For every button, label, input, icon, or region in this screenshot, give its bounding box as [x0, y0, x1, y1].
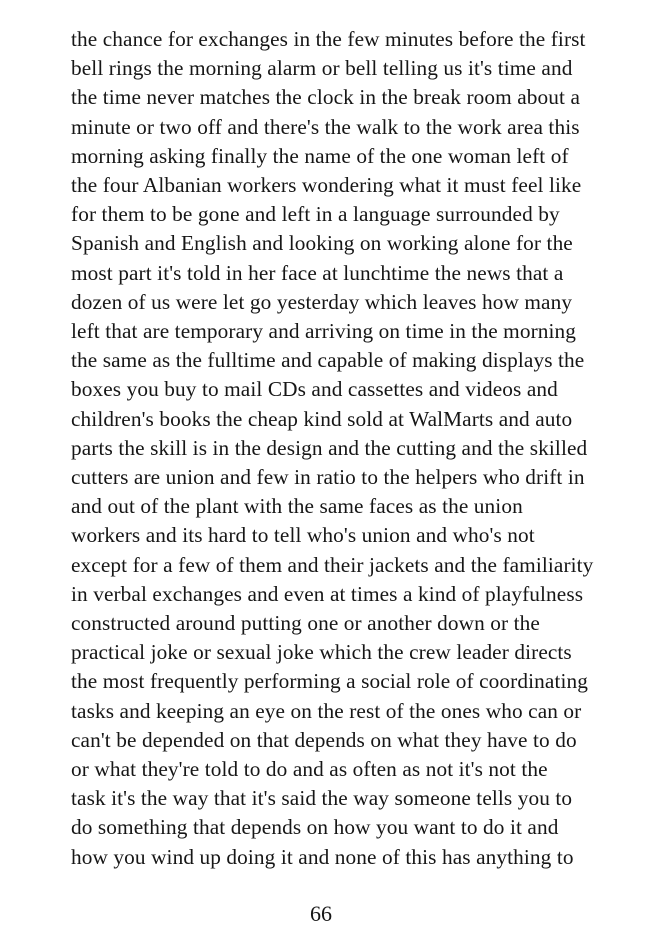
- text-line: tasks and keeping an eye on the rest of the ones who can or: [71, 698, 582, 723]
- text-line: the most frequently performing a social role of coordinating: [71, 669, 588, 694]
- text-line: morning asking finally the name of the one woman left of: [71, 143, 569, 168]
- text-line: in verbal exchanges and even at times a kind of playfulness: [71, 581, 584, 606]
- text-line: most part it's told in her face at lunchtime the news that a: [71, 260, 564, 285]
- text-line: the same as the fulltime and capable of making displays the: [71, 348, 585, 373]
- text-line: Spanish and English and looking on working alone for the: [71, 231, 573, 256]
- text-line: except for a few of them and their jackets and the familiarity: [71, 552, 594, 577]
- text-line: how you wind up doing it and none of this has anything to: [71, 844, 574, 869]
- text-line: workers and its hard to tell who's union and who's not: [71, 523, 535, 548]
- text-line: can't be depended on that depends on what they have to do: [71, 727, 577, 752]
- text-line: cutters are union and few in ratio to the helpers who drift in: [71, 465, 585, 490]
- text-line: parts the skill is in the design and the cutting and the skilled: [71, 435, 588, 460]
- text-line: practical joke or sexual joke which the crew leader directs: [71, 640, 572, 665]
- text-line: boxes you buy to mail CDs and cassettes and videos and: [71, 377, 558, 402]
- page-number: 66: [310, 901, 332, 926]
- body-text: [71, 25, 594, 872]
- text-line: for them to be gone and left in a language surrounded by: [71, 202, 560, 227]
- text-line: children's books the cheap kind sold at WalMarts and auto: [71, 406, 573, 431]
- text-line: the four Albanian workers wondering what it must feel like: [71, 173, 582, 198]
- text-line: do something that depends on how you want to do it and: [71, 815, 559, 840]
- text-line: task it's the way that it's said the way someone tells you to: [71, 786, 573, 811]
- text-line: and out of the plant with the same faces as the union: [71, 494, 523, 519]
- text-line: minute or two off and there's the walk to the work area this: [71, 114, 580, 139]
- text-line: constructed around putting one or another down or the: [71, 611, 540, 636]
- text-line: dozen of us were let go yesterday which leaves how many: [71, 289, 573, 314]
- text-line: the chance for exchanges in the few minutes before the first: [71, 27, 586, 51]
- text-line: bell rings the morning alarm or bell telling us it's time and: [71, 56, 573, 81]
- text-line: or what they're told to do and as often as not it's not the: [71, 757, 548, 782]
- text-line: the time never matches the clock in the break room about a: [71, 85, 581, 110]
- text-line: left that are temporary and arriving on time in the morning: [71, 319, 577, 344]
